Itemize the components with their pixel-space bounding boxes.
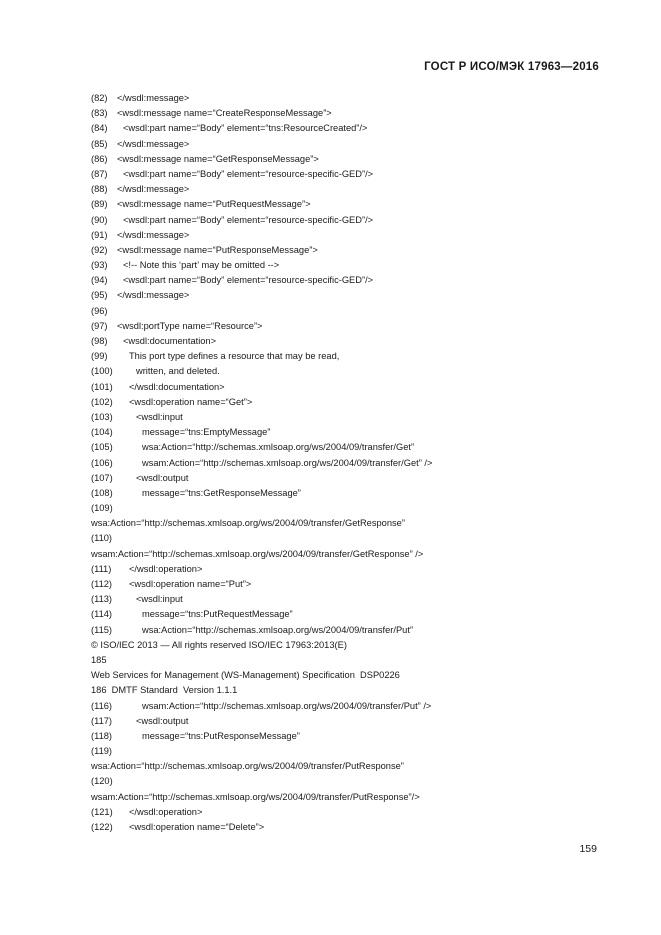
page-number: 159: [579, 843, 597, 855]
line-code: </wsdl:message>: [117, 93, 190, 103]
code-line: [91, 531, 611, 546]
code-line: [91, 440, 611, 455]
line-text: wsa:Action=“http://schemas.xmlsoap.org/ws/2004/09/transfer/PutResponse”: [91, 761, 404, 772]
code-line: [91, 790, 611, 805]
line-number: (82): [91, 93, 108, 103]
line-number: (116): [91, 700, 113, 711]
code-line: [91, 425, 611, 440]
line-code: <wsdl:message name=“GetResponseMessage”>: [117, 153, 319, 164]
line-number: (120): [91, 776, 113, 787]
line-number: (91): [91, 229, 108, 240]
code-line: [91, 471, 611, 486]
code-line: [91, 729, 611, 744]
line-text: wsam:Action=“http://schemas.xmlsoap.org/ws/2004/09/transfer/GetResponse” />: [91, 548, 424, 559]
code-line: [91, 334, 611, 349]
line-number: (102): [91, 396, 113, 407]
line-code: <wsdl:operation name=“Put”>: [129, 579, 252, 589]
code-line: [91, 683, 611, 698]
line-code: This port type defines a resource that may be read,: [129, 351, 340, 362]
line-number: (110): [91, 533, 113, 544]
line-code: <wsdl:operation name=“Delete”>: [129, 822, 265, 832]
code-line: [91, 577, 611, 592]
line-code: <wsdl:part name=“Body” element=“resource-specific-GED”/>: [123, 168, 374, 179]
line-number: (87): [91, 168, 108, 179]
line-text: Web Services for Management (WS-Management) Specification DSP0226: [91, 670, 400, 681]
code-line: [91, 349, 611, 364]
line-number: (107): [91, 472, 113, 483]
line-code: wsa:Action=“http://schemas.xmlsoap.org/ws/2004/09/transfer/Put”: [142, 624, 414, 635]
line-number: (100): [91, 366, 113, 377]
code-line: [91, 288, 611, 303]
line-code: </wsdl:message>: [117, 290, 190, 301]
line-number: (122): [91, 822, 113, 832]
code-line: [91, 137, 611, 152]
line-number: (119): [91, 746, 113, 757]
line-code: <wsdl:input: [136, 594, 183, 605]
line-code: </wsdl:message>: [117, 138, 190, 149]
code-line: [91, 501, 611, 516]
code-line: [91, 714, 611, 729]
line-number: (117): [91, 715, 113, 726]
code-line: [91, 258, 611, 273]
line-number: (88): [91, 184, 108, 195]
line-number: (84): [91, 123, 108, 134]
code-line: [91, 638, 611, 653]
code-line: [91, 167, 611, 182]
line-code: <wsdl:part name=“Body” element=“resource-specific-GED”/>: [123, 275, 374, 286]
line-text: 186 DMTF Standard Version 1.1.1: [91, 685, 238, 696]
line-code: message=“tns:PutRequestMessage”: [142, 609, 293, 620]
code-line: [91, 380, 611, 395]
code-line: [91, 486, 611, 501]
code-line: [91, 744, 611, 759]
code-line: [91, 592, 611, 607]
code-line: [91, 213, 611, 228]
code-line: [91, 304, 611, 319]
line-code: wsa:Action=“http://schemas.xmlsoap.org/ws/2004/09/transfer/Get”: [142, 442, 415, 453]
line-text: 185: [91, 654, 107, 665]
code-line: [91, 319, 611, 334]
code-line: [91, 121, 611, 136]
line-code: <wsdl:message name=“CreateResponseMessage”>: [117, 108, 332, 119]
line-code: <wsdl:part name=“Body” element=“tns:ResourceCreated”/>: [123, 123, 368, 134]
line-number: (97): [91, 320, 108, 331]
line-code: </wsdl:message>: [117, 184, 190, 195]
line-code: wsam:Action=“http://schemas.xmlsoap.org/ws/2004/09/transfer/Get” />: [142, 457, 433, 468]
line-number: (121): [91, 806, 113, 817]
code-line: [91, 364, 611, 379]
line-number: (112): [91, 579, 113, 589]
line-text: wsa:Action=“http://schemas.xmlsoap.org/ws/2004/09/transfer/GetResponse”: [91, 518, 405, 529]
line-code: </wsdl:documentation>: [129, 381, 225, 392]
code-line: [91, 759, 611, 774]
line-number: (104): [91, 427, 113, 438]
line-number: (109): [91, 503, 113, 514]
line-number: (106): [91, 457, 113, 468]
line-number: (93): [91, 260, 108, 271]
code-line: [91, 91, 611, 106]
code-line: [91, 106, 611, 121]
code-line: [91, 805, 611, 820]
line-number: (92): [91, 244, 108, 255]
line-code: </wsdl:operation>: [129, 806, 203, 817]
code-line: [91, 699, 611, 714]
code-line: [91, 182, 611, 197]
line-number: (83): [91, 108, 108, 119]
line-code: message=“tns:EmptyMessage”: [142, 427, 271, 438]
code-line: [91, 228, 611, 243]
code-line: [91, 623, 611, 638]
line-code: <wsdl:documentation>: [123, 336, 217, 346]
code-line: [91, 653, 611, 668]
line-code: <wsdl:operation name=“Get”>: [129, 396, 253, 407]
line-number: (101): [91, 381, 113, 392]
line-code: message=“tns:GetResponseMessage”: [142, 487, 301, 498]
code-line: [91, 456, 611, 471]
line-number: (85): [91, 138, 108, 149]
line-code: written, and deleted.: [136, 366, 220, 377]
line-code: <wsdl:portType name=“Resource”>: [117, 320, 263, 331]
line-code: message=“tns:PutResponseMessage”: [142, 730, 300, 741]
line-number: (90): [91, 214, 108, 225]
line-number: (105): [91, 442, 113, 453]
code-line: [91, 197, 611, 212]
line-number: (108): [91, 487, 113, 498]
code-line: [91, 562, 611, 577]
code-listing: [91, 91, 611, 835]
code-line: [91, 774, 611, 789]
line-text: wsam:Action=“http://schemas.xmlsoap.org/ws/2004/09/transfer/PutResponse”/>: [91, 791, 420, 802]
code-line: [91, 516, 611, 531]
line-code: <wsdl:output: [136, 472, 189, 483]
code-line: [91, 243, 611, 258]
line-code: </wsdl:operation>: [129, 563, 203, 574]
line-code: <wsdl:message name=“PutResponseMessage”>: [117, 244, 318, 255]
line-text: © ISO/IEC 2013 — All rights reserved ISO/IEC 17963:2013(E): [91, 639, 347, 650]
line-number: (95): [91, 290, 108, 301]
line-number: (98): [91, 336, 108, 346]
line-number: (103): [91, 411, 113, 422]
line-code: wsam:Action=“http://schemas.xmlsoap.org/ws/2004/09/transfer/Put” />: [142, 700, 432, 711]
line-number: (89): [91, 199, 108, 210]
code-line: [91, 152, 611, 167]
code-line: [91, 395, 611, 410]
code-line: [91, 547, 611, 562]
code-line: [91, 820, 611, 835]
line-number: (99): [91, 351, 108, 362]
line-number: (115): [91, 624, 113, 635]
line-number: (86): [91, 153, 108, 164]
code-line: [91, 607, 611, 622]
document-header: ГОСТ Р ИСО/МЭК 17963—2016: [424, 61, 599, 73]
line-number: (118): [91, 730, 113, 741]
code-line: [91, 410, 611, 425]
line-code: <wsdl:output: [136, 715, 189, 726]
line-number: (114): [91, 609, 113, 620]
line-code: <wsdl:input: [136, 411, 183, 422]
line-number: (96): [91, 305, 108, 316]
line-code: </wsdl:message>: [117, 229, 190, 240]
code-line: [91, 273, 611, 288]
line-code: <wsdl:part name=“Body” element=“resource-specific-GED”/>: [123, 214, 374, 225]
line-number: (94): [91, 275, 108, 286]
line-code: <wsdl:message name=“PutRequestMessage”>: [117, 199, 311, 210]
code-line: [91, 668, 611, 683]
line-number: (113): [91, 594, 113, 605]
line-code: <!-- Note this ‘part’ may be omitted -->: [123, 260, 280, 271]
line-number: (111): [91, 563, 112, 574]
